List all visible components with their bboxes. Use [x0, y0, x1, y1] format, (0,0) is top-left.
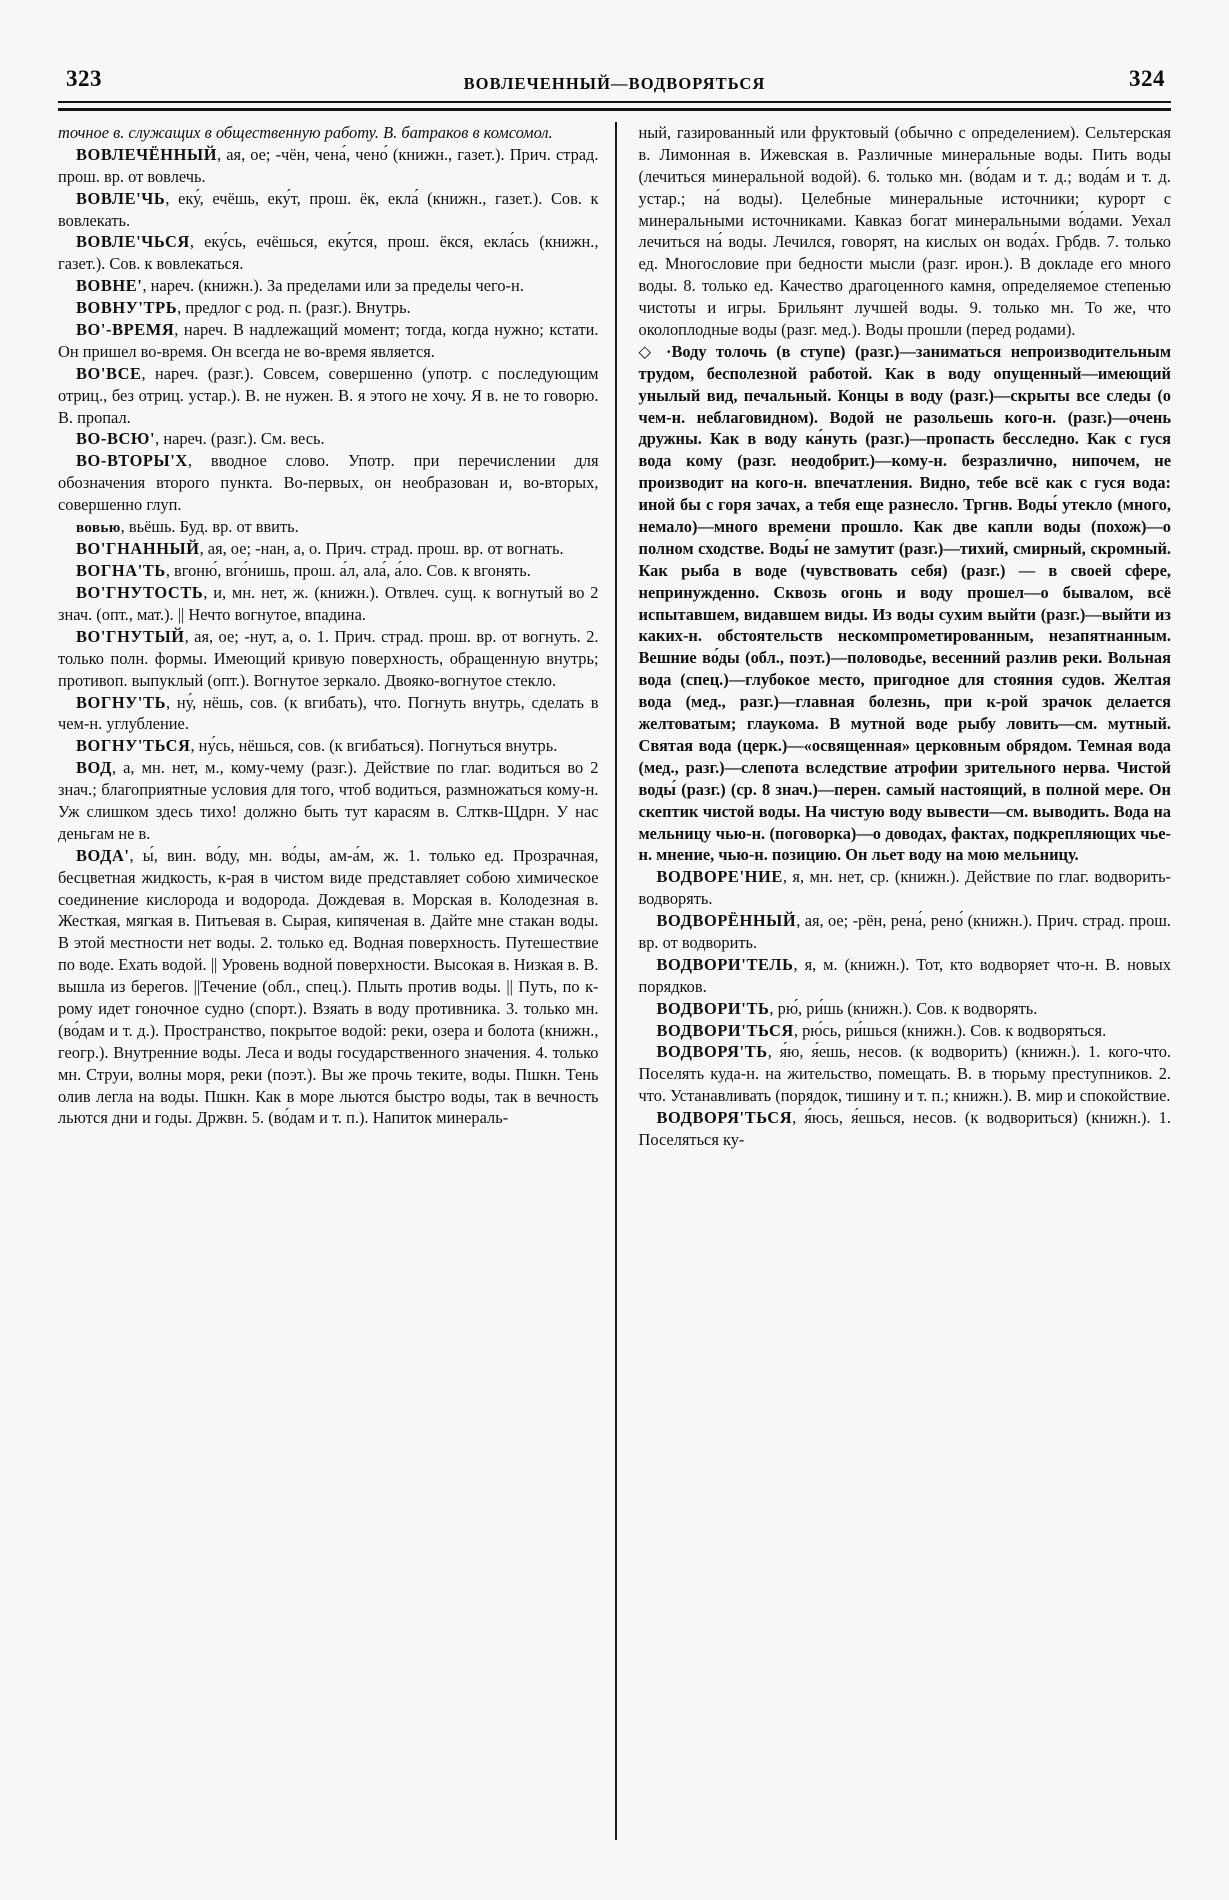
entry-body: , я, м. (книжн.). Тот, кто водворяет что-н. В. новых порядков. [638, 954, 1171, 996]
dictionary-entry [58, 516, 599, 538]
carryover-text-right: ный, газированный или фруктовый (обычно с определением). Сельтерская в. Лимонная в. Ижевская в. Различные минеральные воды. Пить воды (лечиться минеральной водой). 6. только мн. (во́дам и т. д.; вода́м и т. д. устар.; на́ воды). Целебные минеральные источники; курорт с минеральными источниками. Кавказ богат минеральными во́дами. Уехал лечиться на́ воды. Лечился, говорят, на кислых он вода́х. Грбдв. 7. только ед. Многословие при бедности мысли (разг. ирон.). В докладе его много воды. 8. только ед. Качество драгоценного камня, определяемое степенью чистоты и игры. Брильянт лучшей воды. 9. только мн. То же, что околоплодные воды (разг. мед.). Воды прошли (перед родами). [638, 123, 1171, 340]
dictionary-entry [58, 582, 599, 626]
dictionary-entry [639, 954, 1172, 998]
entry-body: , ая, ое; -нан, а, о. Прич. страд. прош. вр. от вогнать. [199, 539, 564, 559]
entry-headword: ВО-ВТОРЫ'Х [76, 451, 188, 471]
entry-body: , вьёшь. Буд. вр. от ввить. [120, 517, 299, 537]
carryover-text-left: точное в. служащих в общественную работу. В. батраков в комсомол. [58, 123, 553, 142]
diamond-icon: ◇ · [638, 341, 672, 361]
dictionary-entry [639, 1107, 1172, 1151]
dictionary-entry [58, 845, 599, 1130]
entry-headword: ВОВНЕ' [76, 276, 143, 296]
entry-headword: ВОВЛЕЧЁННЫЙ [76, 144, 218, 164]
entry-body: , вводное слово. Употр. при перечислении для обозначения второго пункта. Во-первых, он необразован и, во-вторых, совершенно глуп. [58, 451, 599, 515]
dictionary-entry [58, 450, 599, 516]
dictionary-entry [639, 1041, 1172, 1107]
entry-headword: ВО'ГНУТЫЙ [76, 626, 185, 646]
entry-headword: ВОДВОРЯ'ТЬСЯ [656, 1108, 793, 1128]
entry-headword: ВОВНУ'ТРЬ [76, 298, 178, 318]
entry-body: , еку́, ечёшь, еку́т, прош. ёк, екла́ (книжн., газет.). Сов. к вовлекать. [58, 188, 599, 230]
entry-body: , ая, ое; -нут, а, о. 1. Прич. страд. прош. вр. от вогнуть. 2. только полн. формы. Имеющий кривую поверхность, обращенную внутрь; противоп. выпуклый (опт.). Вогнутое зеркало. Двояко-вогнутое стекло. [58, 626, 599, 690]
dictionary-entry [58, 560, 599, 582]
running-head-title: ВОВЛЕЧЕННЫЙ—ВОДВОРЯТЬСЯ [463, 74, 766, 93]
entry-body: , я, мн. нет, ср. (книжн.). Действие по глаг. водворить-водворять. [638, 867, 1171, 909]
dictionary-entry [58, 363, 599, 429]
entry-headword: ВОГНА'ТЬ [76, 561, 166, 581]
running-head [58, 66, 1171, 100]
dictionary-entry [639, 1020, 1172, 1042]
entry-body: , а, мн. нет, м., кому-чему (разг.). Действие по глаг. водиться во 2 знач.; благоприятные условия для того, чтоб водиться, размножаться кому-н. Уж слишком здесь тихо! должно быть тут карасям в. Слткв-Щдрн. У нас деньгам не в. [58, 758, 599, 843]
entry-body: , нареч. В надлежащий момент; тогда, когда нужно; кстати. Он пришел во-время. Он всегда не во-время является. [58, 320, 599, 361]
dictionary-entry [58, 319, 599, 363]
dictionary-entry [639, 866, 1172, 910]
entry-headword: ВОДА' [76, 845, 130, 865]
entry-body: , и, мн. нет, ж. (книжн.). Отвлеч. сущ. к вогнутый во 2 знач. (опт., мат.). || Нечто вогнутое, впадина. [58, 583, 599, 624]
dictionary-entry [58, 428, 599, 450]
entry-body: , рю́сь, ри́шься (книжн.). Сов. к водворяться. [793, 1020, 1107, 1040]
entry-headword: ВО'-ВРЕМЯ [76, 320, 175, 340]
entry-headword: ВО'ВСЕ [76, 363, 142, 383]
idioms-block [639, 341, 1172, 866]
entry-body: , предлог с род. п. (разг.). Внутрь. [177, 298, 411, 318]
entry-headword: ВО-ВСЮ' [76, 429, 156, 449]
dictionary-entry [58, 626, 599, 692]
dictionary-entry [58, 231, 599, 275]
entry-headword: ВОГНУ'ТЬСЯ [76, 736, 191, 756]
entry-headword: ВОВЛЕ'ЧЬСЯ [76, 232, 190, 252]
dictionary-entry [58, 297, 599, 319]
entry-body: , ая, ое; -рён, рена́, рено́ (книжн.). Прич. страд. прош. вр. от водворить. [638, 911, 1171, 952]
entry-body: , ая, ое; -чён, чена́, чено́ (книжн., газет.). Прич. страд. прош. вр. от вовлечь. [58, 144, 599, 186]
dictionary-entry [58, 188, 599, 232]
dictionary-entry [58, 757, 599, 845]
dictionary-entry [639, 910, 1172, 954]
entry-body: , нареч. (разг.). См. весь. [155, 429, 325, 449]
entry-body: , ну́, нёшь, сов. (к вгибать), что. Погнуть внутрь, сделать в чем-н. углубление. [58, 692, 599, 734]
entry-body: , я́юсь, я́ешься, несов. (к водвориться) (книжн.). 1. Поселяться ку- [638, 1108, 1171, 1149]
entry-headword: ВОДВОРИ'ТЕЛЬ [656, 954, 794, 974]
entry-body: , вгоню́, вго́нишь, прош. а́л, ала́, а́ло. Сов. к вгонять. [165, 561, 531, 581]
entry-headword: ВО'ГНАННЫЙ [76, 539, 200, 559]
entry-body: , ну́сь, нёшься, сов. (к вгибаться). Погнуться внутрь. [190, 736, 558, 756]
dictionary-entry [58, 144, 599, 188]
dictionary-entry [639, 998, 1172, 1020]
column-left [58, 122, 615, 1840]
entry-headword: вовью [76, 519, 121, 537]
header-rule [58, 101, 1171, 111]
entry-body: , нареч. (разг.). Совсем, совершенно (употр. с последующим отриц., без отриц. устар.). В. не нужен. В. я этого не хочу. Я в. не то говорю. В. пропал. [58, 363, 599, 427]
entry-body: , рю́, ри́шь (книжн.). Сов. к водворять. [769, 998, 1038, 1018]
entry-headword: ВОДВОРЁННЫЙ [656, 911, 797, 931]
dictionary-entry [58, 692, 599, 736]
entry-body: , нареч. (книжн.). За пределами или за пределы чего-н. [142, 276, 524, 296]
entry-headword: ВОДВОРЯ'ТЬ [656, 1042, 768, 1062]
entry-headword: ВОДВОРИ'ТЬ [656, 998, 770, 1018]
dictionary-entry [58, 275, 599, 297]
entry-headword: ВОВЛЕ'ЧЬ [76, 188, 166, 208]
entry-headword: ВОГНУ'ТЬ [76, 692, 167, 712]
dictionary-entry [58, 735, 599, 757]
entry-headword: ВО'ГНУТОСТЬ [76, 583, 204, 603]
entry-body: , еку́сь, ечёшься, еку́тся, прош. ёкся, екла́сь (книжн., газет.). Сов. к вовлекаться. [58, 232, 599, 274]
entry-body: , ы́, вин. во́ду, мн. во́ды, ам-а́м, ж. 1. только ед. Прозрачная, бесцветная жидкость, к-рая в чистом виде представляет собою химическое соединение кислорода и водорода. Дождевая в. Морская в. Колодезная в. Жесткая, мягкая в. Питьевая в. Сырая, кипяченая в. Дайте мне стакан воды. В этой местности нет воды. 2. только ед. Водная поверхность. Путешествие по воде. Ехать водой. || Уровень водной поверхности. Высокая в. Низкая в. В. вышла из берегов. ||Течение (обл., спец.). Плыть против воды. || Путь, по к-рому идет гоночное судно (спорт.). Взяать в воду противника. 3. только мн. (во́дам и т. д.). Пространство, покрытое водой: реки, озера и болота (книжн., геогр.). Внутренние воды. Леса и воды государственного значения. 4. только мн. Струи, волны моря, реки (поэт.). Вы же прочь теките, воды. Пшкн. Тень олив легла на воды. Пшкн. Как в море льются быстро воды, так в вечность льются дни и годы. Држвн. 5. (во́дам и т. п.). Напиток минераль- [58, 845, 599, 1128]
column-container [58, 122, 1171, 1840]
page-number-left: 323 [66, 66, 102, 91]
entry-headword: ВОДВОРИ'ТЬСЯ [656, 1020, 794, 1040]
idioms-text: Воду толочь (в ступе) (разг.)—заниматься непроизводительным трудом, бесполезной работой. Как в воду опущенный—имеющий унылый вид, печальный. Концы в воду (разг.)—скрыты все следы (о чем-н. неблаговидном). Водой не разольешь кого-н. (разг.)—очень дружны. Как в воду ка́нуть (разг.)—пропасть бесследно. Как с гуся вода кому (разг. неодобрит.)—кому-н. безразлично, нипочем, не производит на кого-н. впечатления. Видно, тебе всё как с гуся вода: иной бы с горя зачах, а тебя еще разнесло. Тргнв. Воды́ утекло (много, немало)—много времени прошло. Как две капли воды (похож)—о полном сходстве. Воды́ не замутит (разг.)—тихий, смирный, скромный. Как рыба в воде (чувствовать себя) (разг.) — в своей сфере, непринужденно. Сквозь огонь и воду прошел—о бывалом, всё испытавшем, видавшем виды. Из воды сухим выйти (разг.)—выйти из каких-н. обстоятельств нескомпрометированным, незапятнанным. Вешние во́ды (обл., поэт.)—половодье, весенний разлив реки. Вольная вода (спец.)—глубокое место, пригодное для стояния судов. Желтая вода (мед., разг.)—главная болезнь, при к-рой зрачок делается желтоватым; глаукома. В мутной воде рыбу ловить—см. мутный. Святая вода (церк.)—«освященная» церковным обрядом. Темная вода (мед., разг.)—слепота вследствие атрофии зрительного нерва. Чистой воды́ (разг.) (ср. 8 знач.)—перен. самый настоящий, в полной мере. Он скептик чистой воды. На чистую воду вывести—см. выводить. Вода на мельницу чью-н. (поговорка)—о доводах, фактах, подкрепляющих чье-н. мнение, чью-н. позицию. Он льет воду на мою мельницу. [638, 341, 1171, 865]
dictionary-entry [58, 538, 599, 560]
entry-headword: ВОД [76, 758, 112, 778]
page-number-right: 324 [1129, 66, 1165, 91]
entry-body: , я́ю, я́ешь, несов. (к водворить) (книжн.). 1. кого-что. Поселять куда-н. на жительство, помещать. В. в тюрьму преступников. 2. что. Устанавливать (порядок, тишину и т. п.; книжн.). В. мир и спокойствие. [638, 1042, 1171, 1106]
column-right [615, 122, 1172, 1840]
entry-headword: ВОДВОРЕ'НИЕ [656, 867, 783, 887]
